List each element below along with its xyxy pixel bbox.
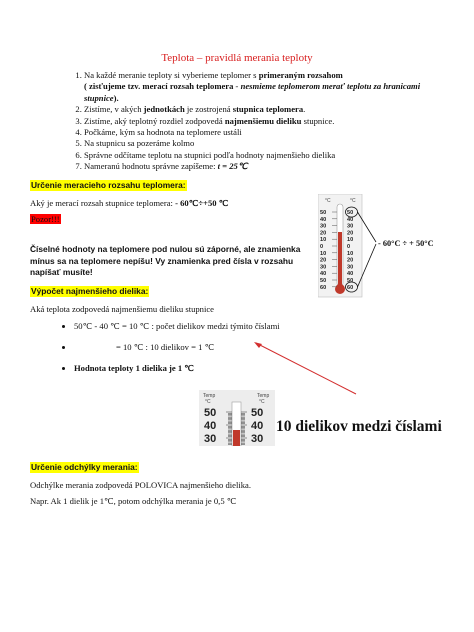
thermometer-tick-label-right: 30 <box>347 223 354 230</box>
thermometer-tick-label-left: 50 <box>320 278 327 284</box>
thermometer-tick-label-right: 10 <box>347 250 354 257</box>
zoom-label-left: Temp <box>203 393 216 399</box>
step-6: 6. Správne odčítame teplotu na stupnici podľa hodnoty najmenšieho dielika <box>84 150 444 161</box>
thermometer-tick-label-right: 30 <box>347 264 354 271</box>
thermometer-tick-label-right: 0 <box>347 244 351 250</box>
warning-line <box>30 213 61 225</box>
division-step-1: • 50℃ - 40 ℃ = 10 ℃ : počet dielikov medzi týmito číslami <box>74 316 280 337</box>
page-title: Teplota – pravidlá merania teploty <box>161 52 313 64</box>
zoom-label-right: Temp <box>257 393 270 399</box>
thermometer-tick-label-left: 20 <box>320 230 327 237</box>
error-text-1: Odchýlke merania zodpovedá POLOVICA najmenšieho dielika. <box>30 480 251 490</box>
thermometer-tick-label-left: 0 <box>320 244 324 250</box>
red-arrow-icon <box>256 343 356 394</box>
division-heading: Výpočet najmenšieho dielika: <box>31 286 149 296</box>
thermometer-tick-label-right: 10 <box>347 237 354 244</box>
zoom-unit-left: °C <box>205 399 211 405</box>
thermometer-bulb <box>335 284 345 294</box>
division-steps <box>56 316 280 379</box>
thermometer-tick-label-right: 40 <box>347 216 354 223</box>
thermometer-tick-label-left: 20 <box>320 257 327 264</box>
thermometer-tick-label-left: 30 <box>320 223 327 230</box>
zoom-tick-label-left: 30 <box>204 433 217 445</box>
zoom-tick-label-right: 50 <box>251 407 264 419</box>
division-step-2: • = 10 ℃ : 10 dielikov = 1 ℃ <box>74 337 280 358</box>
thermometer-tick-label-left: 40 <box>320 216 327 223</box>
thermometer-tick-label-left: 10 <box>320 250 327 257</box>
range-heading: Určenie meracieho rozsahu teplomera: <box>31 180 186 190</box>
step-4: 4. Počkáme, kým sa hodnota na teplomere ustáli <box>84 127 444 138</box>
zoom-tick-label-right: 30 <box>251 433 264 445</box>
negative-values-note: Číselné hodnoty na teplomere pod nulou sú záporné, ale znamienka mínus sa na teplomere nepíšu! Vy znamienka pred čísla v rozsahu napíšať musíte! <box>30 244 301 278</box>
thermometer-tick-label-left: 40 <box>320 271 327 278</box>
error-text-2: Napr. Ak 1 dielik je 1℃, potom odchýlka merania je 0,5 ℃ <box>30 496 237 506</box>
thermometer-tick-label-right: 40 <box>347 271 354 278</box>
thermometer-zoom-figure <box>199 390 275 446</box>
thermometer-tick-label-right: 60 <box>347 284 354 291</box>
divisions-caption: 10 dielikov medzi číslami <box>276 418 442 435</box>
thermometer-mercury <box>338 232 342 287</box>
step-5: 5. Na stupnicu sa pozeráme kolmo <box>84 138 444 149</box>
warning-badge: Pozor!!! <box>31 214 60 224</box>
zoom-mercury <box>233 430 240 446</box>
step-2: 2. Zistíme, v akých jednotkách je zostrojená stupnica teplomera. <box>84 104 444 115</box>
thermometer-unit-left: °C <box>325 198 331 204</box>
zoom-unit-right: °C <box>259 399 265 405</box>
red-arrowhead-icon <box>254 342 262 348</box>
thermometer-tick-label-right: 50 <box>347 278 354 284</box>
range-label: - 60°C ÷ + 50°C <box>378 239 434 248</box>
step-1: 1. Na každé meranie teploty si vyberieme teplomer s primeraným rozsahom ( zisťujeme tzv. merací rozsah teplomera - nesmieme teplomerom merať teplotu za hranicami stupnice). <box>84 70 444 104</box>
thermometer-tick-label-left: 50 <box>320 210 327 216</box>
thermometer-tick-label-right: 20 <box>347 230 354 237</box>
step-7: 7. Nameranú hodnotu správne zapíšeme: t = 25℃ <box>84 161 444 172</box>
division-step-3: • Hodnota teploty 1 dielika je 1 ℃ <box>74 358 280 379</box>
thermometer-tick-label-left: 30 <box>320 264 327 271</box>
error-heading: Určenie odchýlky merania: <box>31 462 138 472</box>
zoom-tick-label-left: 40 <box>204 420 217 432</box>
thermometer-tick-label-right: 50 <box>347 210 354 216</box>
thermometer-range-figure <box>318 194 468 298</box>
thermometer-tick-label-left: 60 <box>320 284 327 291</box>
division-question: Aká teplota zodpovedá najmenšiemu dieliku stupnice <box>30 304 214 314</box>
step-3: 3. Zistíme, aký teplotný rozdiel zodpovedá najmenšiemu dieliku stupnice. <box>84 116 444 127</box>
steps-list <box>58 70 444 173</box>
range-question: Aký je merací rozsah stupnice teplomera: - 60℃÷+50 ℃ <box>30 198 229 208</box>
zoom-tick-label-left: 50 <box>204 407 217 419</box>
thermometer-tick-label-right: 20 <box>347 257 354 264</box>
thermometer-tick-label-left: 10 <box>320 237 327 244</box>
zoom-tick-label-right: 40 <box>251 420 264 432</box>
thermometer-unit-right: °C <box>350 198 356 204</box>
